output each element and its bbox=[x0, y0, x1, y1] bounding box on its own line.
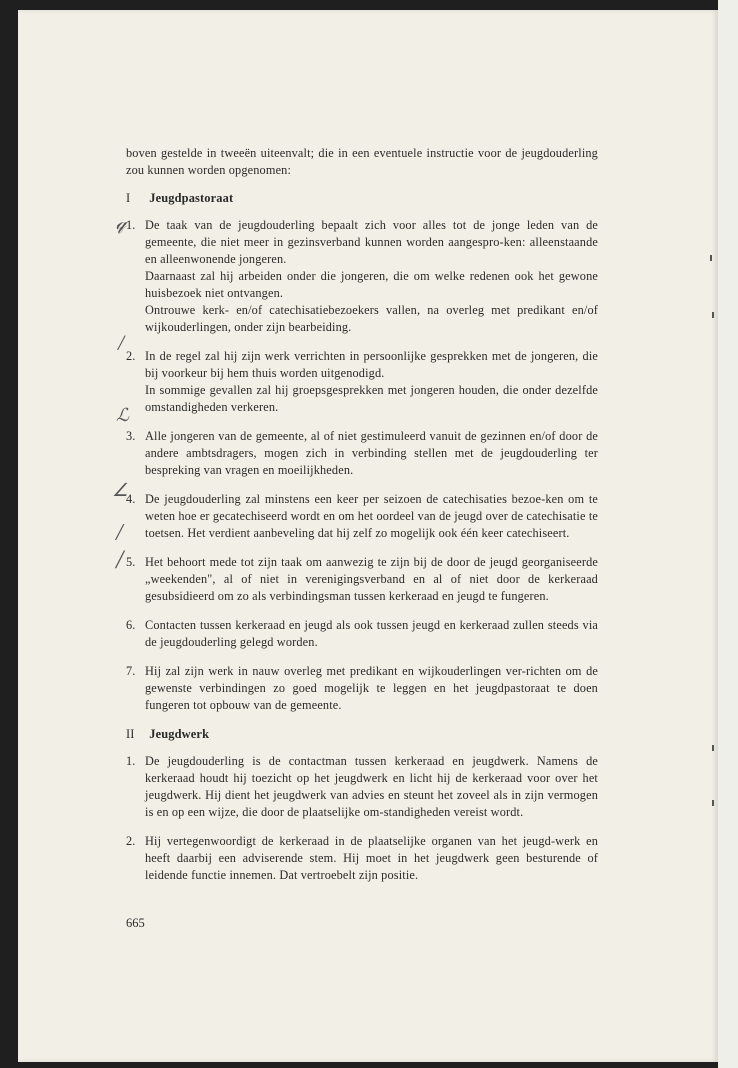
item-number: 5. bbox=[126, 555, 136, 569]
section-2-title: Jeugdwerk bbox=[149, 727, 210, 741]
list-item bbox=[126, 217, 598, 336]
item-paragraph: Contacten tussen kerkeraad en jeugd als ook tussen jeugd en kerkeraad zullen steeds via de jeugdouderling gelegd worden. bbox=[145, 618, 598, 649]
item-body bbox=[145, 428, 598, 479]
section-2-heading bbox=[126, 726, 598, 743]
item-number: 3. bbox=[126, 429, 136, 443]
binding-dot-3-icon bbox=[712, 745, 714, 751]
item-body bbox=[145, 753, 598, 821]
item-body bbox=[145, 348, 598, 416]
section-2-number: II bbox=[126, 727, 135, 741]
list-item bbox=[126, 753, 598, 821]
intro-paragraph: boven gestelde in tweeën uiteenvalt; die in een eventuele instructie voor de jeugdouderling zou kunnen worden opgenomen: bbox=[126, 146, 598, 177]
item-paragraph: De jeugdouderling is de contactman tussen kerkeraad en jeugdwerk. Namens de kerkeraad houdt hij toezicht op het jeugdwerk en licht hij de kerkeraad voor over het jeugdwerk. Hij dient het jeugdwerk van advies en steunt het zoveel als in zijn vermogen is en op een wijze, die door de plaatselijke om-standigheden vereist wordt. bbox=[145, 754, 598, 819]
item-body bbox=[145, 663, 598, 714]
list-item bbox=[126, 833, 598, 884]
item-paragraph: Hij zal zijn werk in nauw overleg met predikant en wijkouderlingen ver-richten om de gewenste verbindingen zo goed mogelijk te leggen en het jeugdpastoraat te doen fungeren tot opbouw van de gemeente. bbox=[145, 664, 598, 712]
section-1-heading bbox=[126, 190, 598, 207]
item-paragraph: Ontrouwe kerk- en/of catechisatiebezoekers vallen, na overleg met predikant en/of wijkouderlingen, onder zijn bearbeiding. bbox=[145, 303, 598, 334]
list-item bbox=[126, 554, 598, 605]
page-number: 665 bbox=[126, 916, 145, 930]
item-paragraph: Hij vertegenwoordigt de kerkeraad in de plaatselijke organen van het jeugd-werk en heeft daarbij een adviserende stem. Hij moet in het jeugdwerk geen besturende of leidende functie innemen. Dat vertroebelt zijn positie. bbox=[145, 834, 598, 882]
item-number: 6. bbox=[126, 618, 136, 632]
item-paragraph: Daarnaast zal hij arbeiden onder die jongeren, die om welke redenen ook het gewone huisbezoek niet ontvangen. bbox=[145, 269, 598, 300]
section-1-number: I bbox=[126, 191, 131, 205]
pencil-mark-1-icon: 𝓆 bbox=[116, 212, 127, 234]
item-body bbox=[145, 833, 598, 884]
item-number: 7. bbox=[126, 664, 136, 678]
item-number: 4. bbox=[126, 492, 136, 506]
section-2-list bbox=[126, 753, 598, 884]
list-item bbox=[126, 617, 598, 651]
item-number: 2. bbox=[126, 349, 136, 363]
section-1-title: Jeugdpastoraat bbox=[149, 191, 234, 205]
item-number: 1. bbox=[126, 754, 136, 768]
binding-dot-2-icon bbox=[712, 312, 714, 318]
list-item bbox=[126, 491, 598, 542]
pencil-mark-6-icon: / bbox=[116, 545, 124, 574]
item-body bbox=[145, 554, 598, 605]
binding-dot-4-icon bbox=[712, 800, 714, 806]
document-body bbox=[126, 145, 598, 896]
item-body bbox=[145, 617, 598, 651]
pencil-mark-2-icon: / bbox=[118, 330, 125, 355]
pencil-mark-4-icon: ∠ bbox=[112, 480, 129, 500]
item-paragraph: Alle jongeren van de gemeente, al of niet gestimuleerd vanuit de gezinnen en/of door de andere ambtsdragers, mogen zich in verbinding stellen met de jeugdouderling ter bespreking van vragen en moeilijkheden. bbox=[145, 429, 598, 477]
list-item bbox=[126, 348, 598, 416]
list-item bbox=[126, 428, 598, 479]
item-paragraph: De jeugdouderling zal minstens een keer per seizoen de catechisaties bezoe-ken om te weten hoe er gecatechiseerd wordt en om het oordeel van de jeugd over de catechisatie te toetsen. Het verdient aanbeveling dat hij zelf zo mogelijk ook één keer catechiseert. bbox=[145, 492, 598, 540]
page-edge bbox=[718, 0, 738, 1068]
item-paragraph: In sommige gevallen zal hij groepsgesprekken met jongeren houden, die onder dezelfde omstandigheden verkeren. bbox=[145, 383, 598, 414]
binding-dot-1-icon bbox=[710, 255, 712, 261]
item-paragraph: Het behoort mede tot zijn taak om aanwezig te zijn bij de door de jeugd georganiseerde „weekenden", al of niet in verenigingsverband en al of niet door de kerkeraad gesubsidieerd om zo als verbindingsman tussen kerkeraad en jeugd te fungeren. bbox=[145, 555, 598, 603]
item-paragraph: De taak van de jeugdouderling bepaalt zich voor alles tot de jonge leden van de gemeente, die niet meer in gezinsverband kunnen worden aangespro-ken: alleenstaande en alleenwonende jongeren. bbox=[145, 218, 598, 266]
pencil-mark-5-icon: / bbox=[116, 520, 123, 546]
section-1-list bbox=[126, 217, 598, 714]
pencil-mark-3-icon: ℒ bbox=[116, 405, 129, 425]
list-item bbox=[126, 663, 598, 714]
item-body bbox=[145, 491, 598, 542]
item-number: 1. bbox=[126, 218, 136, 232]
item-paragraph: In de regel zal hij zijn werk verrichten in persoonlijke gesprekken met de jongeren, die bij voorkeur bij hem thuis worden uitgenodigd. bbox=[145, 349, 598, 380]
item-number: 2. bbox=[126, 834, 136, 848]
item-body bbox=[145, 217, 598, 336]
